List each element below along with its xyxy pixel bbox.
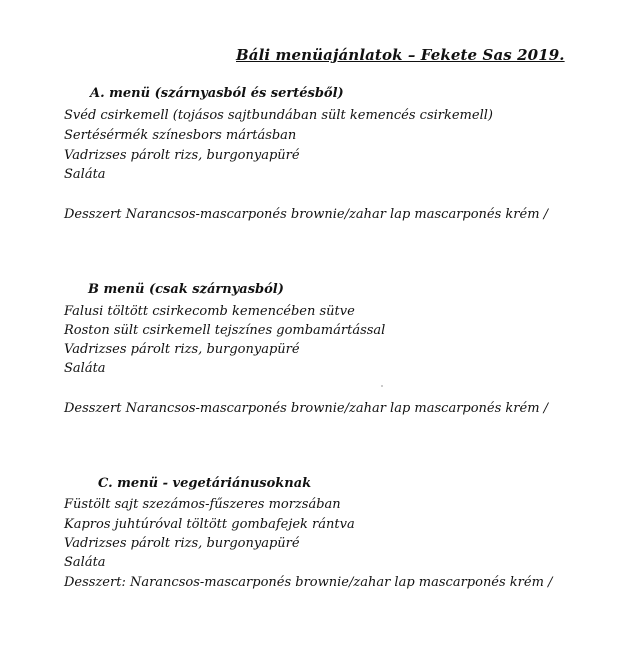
menu-a-item: Saláta — [64, 167, 106, 182]
menu-b-item: Saláta — [64, 361, 106, 376]
menu-c-heading: C. menü - vegetáriánusoknak — [98, 476, 312, 491]
menu-a-item: Vadrizses párolt rizs, burgonyapüré — [64, 148, 300, 163]
scan-speck — [381, 385, 383, 387]
menu-c-item: Füstölt sajt szezámos-fűszeres morzsában — [64, 497, 341, 512]
menu-a-item: Sertésérmék színesbors mártásban — [64, 128, 297, 143]
menu-c-dessert: Desszert: Narancsos-mascarponés brownie/zahar lap mascarponés krém / — [64, 575, 553, 590]
menu-a-dessert: Desszert Narancsos-mascarponés brownie/zahar lap mascarponés krém / — [64, 207, 549, 222]
menu-b-dessert: Desszert Narancsos-mascarponés brownie/zahar lap mascarponés krém / — [64, 401, 549, 416]
document-title: Báli menüajánlatok – Fekete Sas 2019. — [236, 46, 565, 64]
menu-c-item: Vadrizses párolt rizs, burgonyapüré — [64, 536, 300, 551]
menu-a-item: Svéd csirkemell (tojásos sajtbundában sült kemencés csirkemell) — [64, 108, 493, 123]
menu-b-item: Falusi töltött csirkecomb kemencében sütve — [64, 304, 355, 319]
menu-b-heading: B menü (csak szárnyasból) — [88, 282, 284, 297]
menu-c-item: Kapros juhtúróval töltött gombafejek rántva — [64, 517, 355, 532]
menu-b-item: Roston sült csirkemell tejszínes gombamártással — [64, 323, 386, 338]
menu-b-item: Vadrizses párolt rizs, burgonyapüré — [64, 342, 300, 357]
menu-c-item: Saláta — [64, 555, 106, 570]
menu-a-heading: A. menü (szárnyasból és sertésből) — [90, 86, 344, 101]
